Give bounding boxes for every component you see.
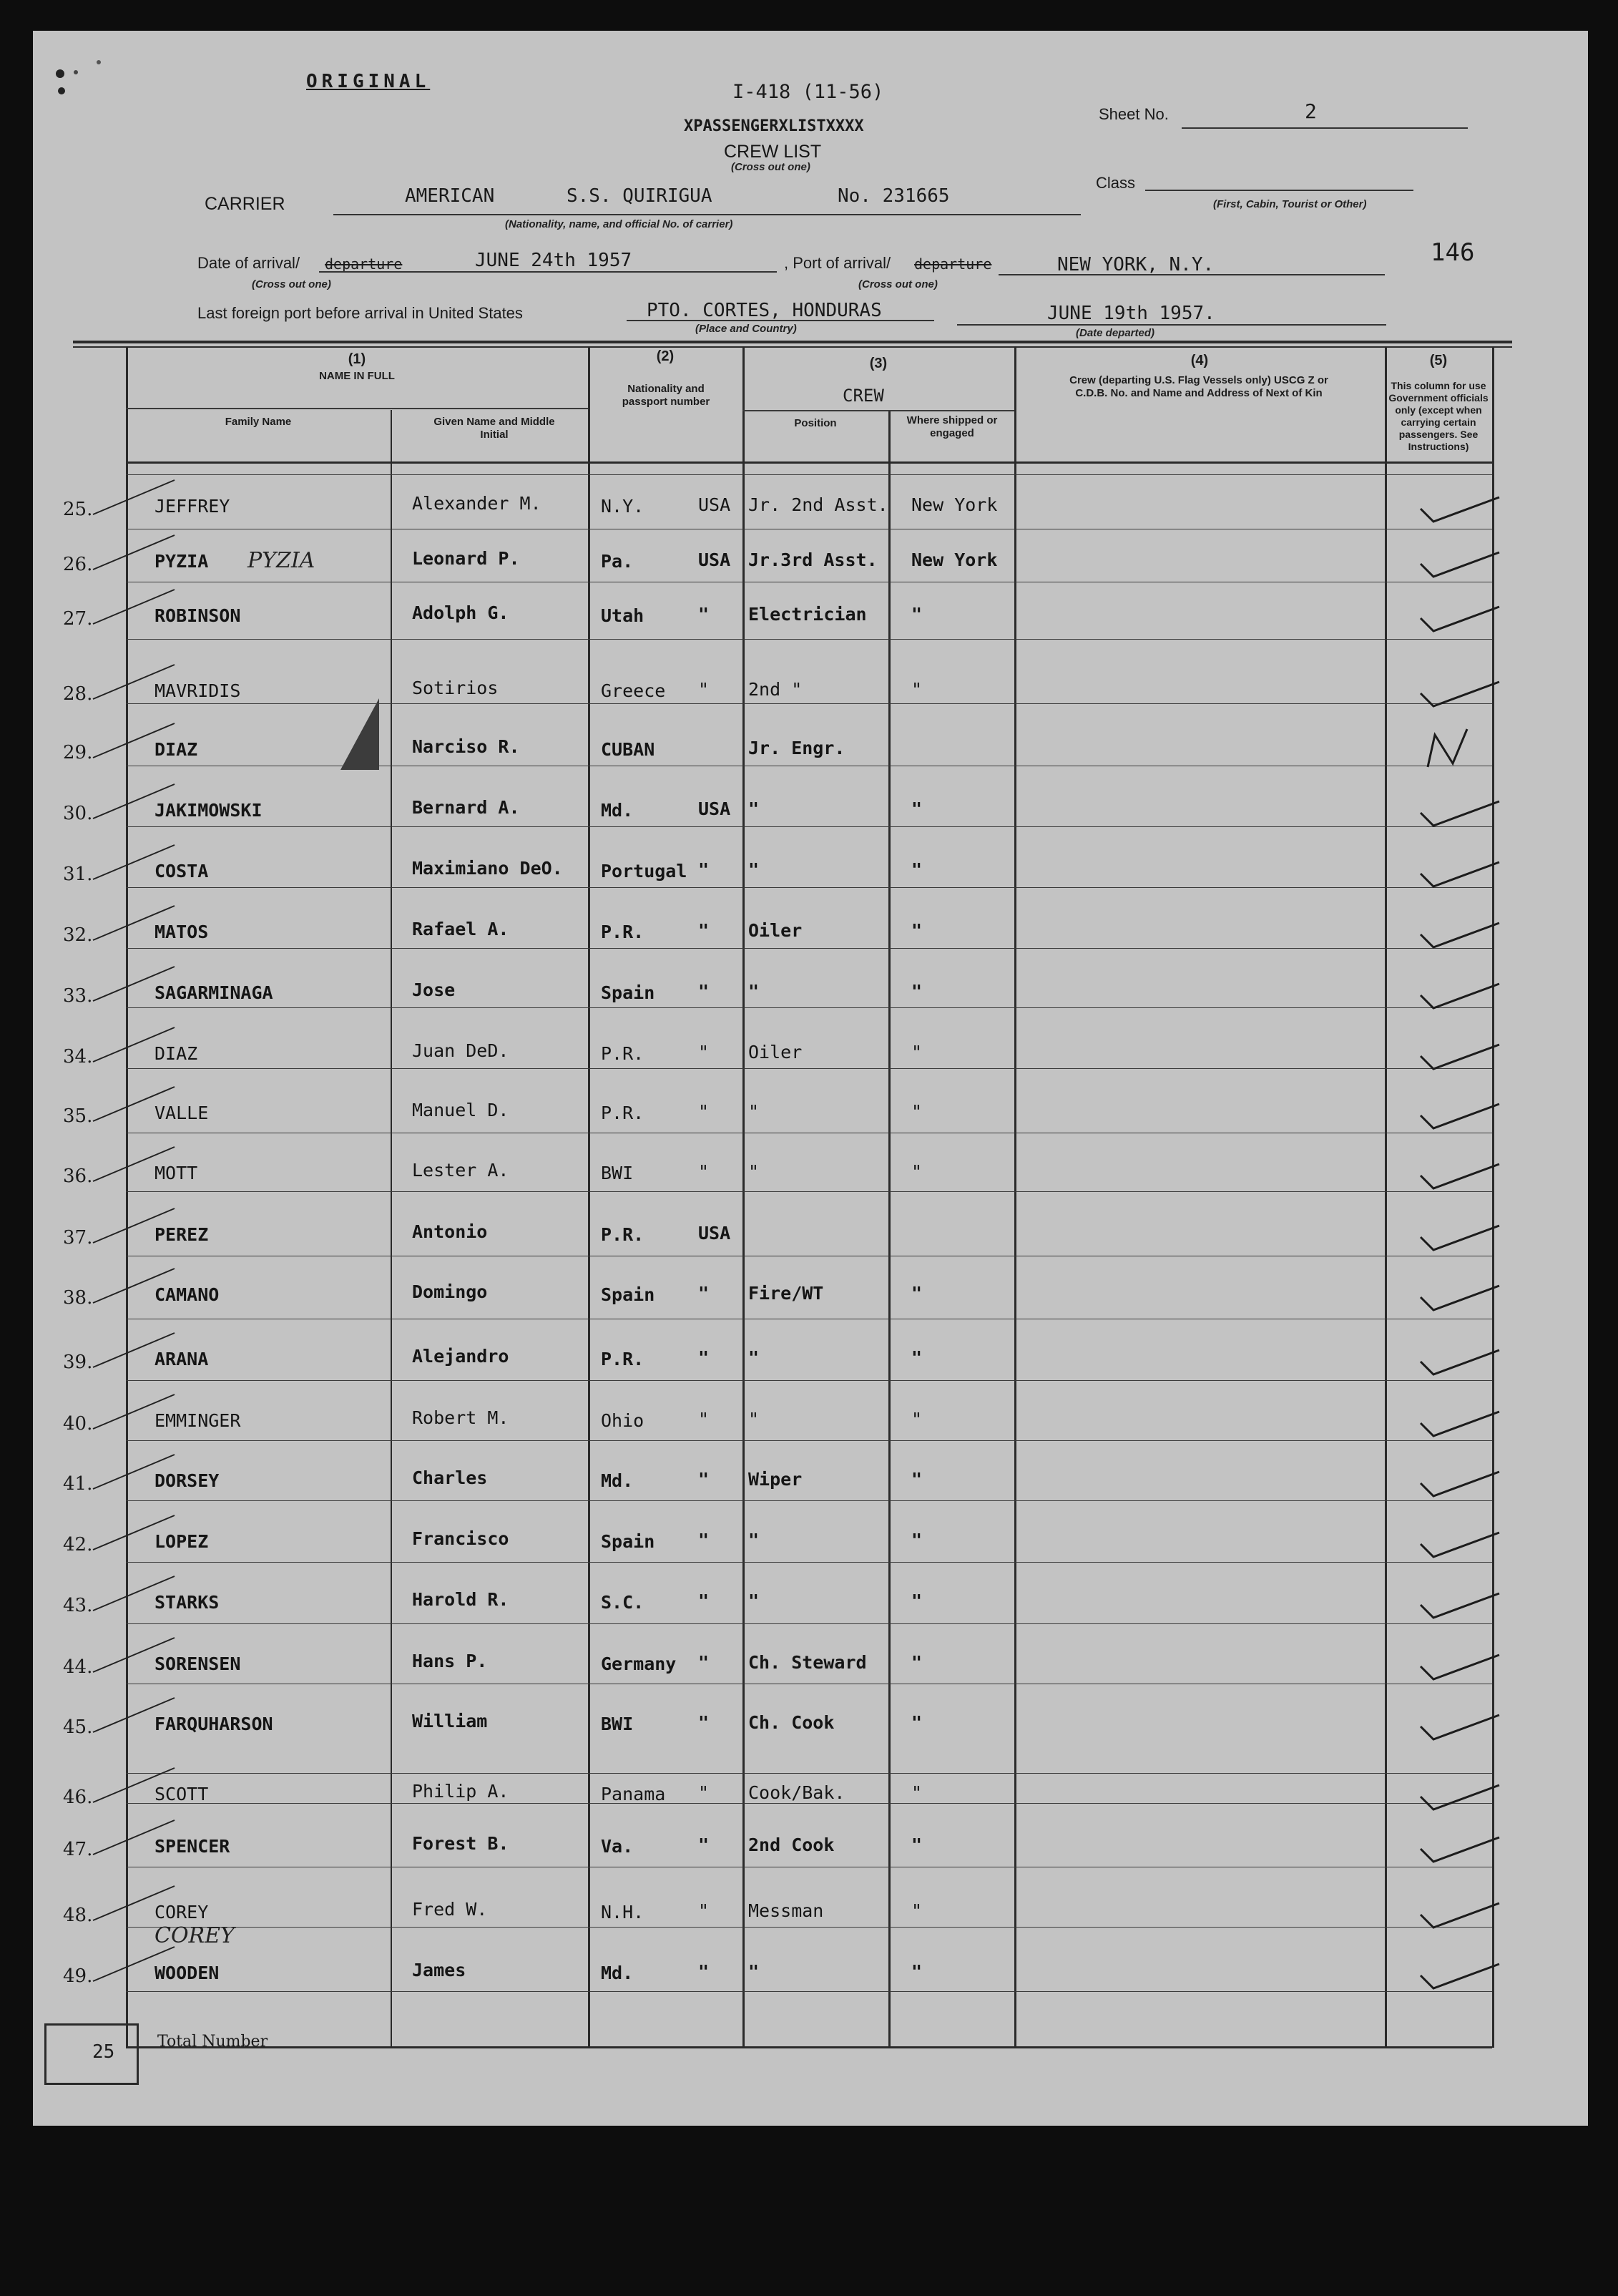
position-cell: ": [748, 1530, 760, 1550]
position-cell: Jr. 2nd Asst.: [748, 494, 888, 515]
row-number: 35.: [63, 1105, 93, 1127]
col1-title: NAME IN FULL: [319, 370, 395, 382]
given-name-cell: Fred W.: [412, 1899, 488, 1920]
nationality-cell: Spain: [601, 982, 655, 1003]
row-number: 26.: [63, 554, 93, 575]
where-shipped-cell: ": [911, 1652, 923, 1673]
passport-cell: ": [698, 1409, 710, 1430]
where-shipped-cell: ": [911, 981, 923, 1002]
row-number: 39.: [63, 1352, 93, 1373]
family-name-cell: SORENSEN: [155, 1653, 241, 1674]
where-shipped-cell: ": [911, 1283, 923, 1304]
where-shipped-cell: ": [911, 1591, 923, 1611]
passport-cell: ": [698, 1161, 710, 1182]
position-header: Position: [794, 417, 837, 429]
family-name-cell: DIAZ: [155, 739, 198, 760]
row-number: 43.: [63, 1595, 93, 1616]
nationality-cell: S.C.: [601, 1592, 644, 1613]
handwritten-correction: COREY: [155, 1923, 235, 1948]
nationality-cell: Ohio: [601, 1410, 644, 1431]
nationality-cell: Md.: [601, 800, 634, 821]
where-shipped-cell: ": [911, 1347, 923, 1368]
nationality-cell: Pa.: [601, 551, 634, 572]
family-name-cell: DORSEY: [155, 1470, 220, 1491]
position-cell: ": [748, 1101, 760, 1122]
cross-out-hint-3: (Cross out one): [858, 278, 938, 290]
col4-number: (4): [1190, 353, 1209, 368]
family-name-header: Family Name: [225, 416, 292, 428]
row-number: 34.: [63, 1046, 93, 1068]
where-shipped-cell: New York: [911, 494, 998, 515]
family-name-cell: MATOS: [155, 922, 209, 942]
position-cell: Oiler: [748, 1042, 803, 1062]
position-cell: ": [748, 798, 760, 819]
row-number: 33.: [63, 985, 93, 1007]
col1-number: (1): [348, 351, 366, 367]
where-shipped-cell: ": [911, 1961, 923, 1982]
where-shipped-cell: ": [911, 1042, 923, 1062]
row-number: 41.: [63, 1473, 93, 1495]
position-cell: ": [748, 1961, 760, 1982]
given-name-cell: Sotirios: [412, 678, 499, 698]
crew-header: CREW: [843, 386, 884, 406]
family-name-cell: FARQUHARSON: [155, 1714, 273, 1734]
row-number: 30.: [63, 803, 93, 824]
family-name-cell: COSTA: [155, 861, 209, 881]
position-cell: ": [748, 1409, 760, 1430]
class-hint: (First, Cabin, Tourist or Other): [1213, 198, 1367, 210]
where-shipped-cell: ": [911, 1530, 923, 1550]
position-cell: ": [748, 1591, 760, 1611]
given-name-cell: William: [412, 1711, 488, 1731]
original-stamp: ORIGINAL: [306, 71, 431, 92]
given-name-cell: Manuel D.: [412, 1100, 509, 1120]
family-name-cell: EMMINGER: [155, 1410, 241, 1431]
row-number: 27.: [63, 608, 93, 630]
row-number: 25.: [63, 499, 93, 520]
col2-number: (2): [656, 348, 675, 364]
nationality-cell: CUBAN: [601, 739, 655, 760]
given-name-cell: Harold R.: [412, 1589, 509, 1610]
row-number: 44.: [63, 1656, 93, 1678]
cross-out-hint-2: (Cross out one): [252, 278, 331, 290]
nationality-cell: Spain: [601, 1284, 655, 1305]
nationality-cell: Utah: [601, 605, 644, 626]
family-name-cell: WOODEN: [155, 1963, 220, 1983]
total-label: Total Number: [157, 2033, 268, 2051]
nationality-cell: P.R.: [601, 1349, 644, 1369]
family-name-cell: SPENCER: [155, 1836, 230, 1857]
family-name-cell: JAKIMOWSKI: [155, 800, 263, 821]
where-shipped-header: Where shipped or engaged: [906, 414, 998, 439]
passport-cell: ": [698, 1347, 710, 1368]
scan-speck-icon: [56, 69, 64, 78]
passenger-list-struck: XPASSENGERXLISTXXXX: [684, 117, 864, 135]
nationality-cell: BWI: [601, 1163, 634, 1183]
nationality-cell: Panama: [601, 1784, 666, 1804]
given-name-cell: Philip A.: [412, 1781, 509, 1802]
family-name-cell: DIAZ: [155, 1043, 198, 1064]
last-port-hint: (Place and Country): [695, 323, 797, 335]
position-cell: Jr. Engr.: [748, 738, 845, 758]
carrier-nationality: AMERICAN: [405, 185, 495, 207]
passport-cell: ": [698, 1712, 710, 1733]
where-shipped-cell: New York: [911, 549, 998, 570]
cross-out-hint-1: (Cross out one): [731, 161, 810, 173]
where-shipped-cell: ": [911, 604, 923, 625]
passport-cell: ": [698, 604, 710, 625]
position-cell: ": [748, 981, 760, 1002]
carrier-hint: (Nationality, name, and official No. of carrier): [505, 218, 733, 230]
passport-cell: ": [698, 981, 710, 1002]
given-name-cell: Domingo: [412, 1281, 488, 1302]
given-name-cell: Jose: [412, 980, 456, 1000]
position-cell: Wiper: [748, 1469, 803, 1490]
given-name-cell: Francisco: [412, 1528, 509, 1549]
position-cell: Messman: [748, 1900, 824, 1921]
date-arrival-value: JUNE 24th 1957: [475, 250, 632, 271]
family-name-cell: JEFFREY: [155, 496, 230, 517]
passport-cell: ": [698, 1835, 710, 1855]
where-shipped-cell: ": [911, 859, 923, 880]
passport-cell: ": [698, 679, 710, 700]
nationality-cell: P.R.: [601, 1043, 644, 1064]
given-name-cell: Rafael A.: [412, 919, 509, 939]
given-name-cell: Alexander M.: [412, 493, 541, 514]
row-number: 31.: [63, 864, 93, 885]
row-number: 46.: [63, 1787, 93, 1808]
family-name-cell: MAVRIDIS: [155, 680, 241, 701]
where-shipped-cell: ": [911, 1900, 923, 1921]
given-name-cell: Charles: [412, 1467, 488, 1488]
date-departed-value: JUNE 19th 1957.: [1047, 303, 1215, 324]
stamp-number: 146: [1431, 238, 1475, 267]
nationality-cell: P.R.: [601, 1103, 644, 1123]
row-number: 37.: [63, 1227, 93, 1249]
where-shipped-cell: ": [911, 679, 923, 700]
family-name-cell: LOPEZ: [155, 1531, 209, 1552]
nationality-cell: Md.: [601, 1963, 634, 1983]
given-name-header: Given Name and Middle Initial: [433, 416, 555, 441]
row-number: 36.: [63, 1166, 93, 1187]
passport-cell: ": [698, 1283, 710, 1304]
family-name-cell: SCOTT: [155, 1784, 209, 1804]
given-name-cell: Adolph G.: [412, 602, 509, 623]
given-name-cell: Bernard A.: [412, 797, 520, 818]
passport-cell: ": [698, 1530, 710, 1550]
given-name-cell: Robert M.: [412, 1407, 509, 1428]
family-name-cell: PEREZ: [155, 1224, 209, 1245]
row-number: 40.: [63, 1413, 93, 1435]
passport-cell: ": [698, 920, 710, 941]
family-name-cell: VALLE: [155, 1103, 209, 1123]
passport-cell: ": [698, 1042, 710, 1062]
port-arrival-value: NEW YORK, N.Y.: [1057, 254, 1215, 275]
passport-cell: USA: [698, 549, 731, 570]
ink-blot-icon: [340, 698, 379, 770]
total-value: 25: [92, 2041, 115, 2063]
family-name-cell: ROBINSON: [155, 605, 241, 626]
passport-cell: USA: [698, 1223, 731, 1244]
row-number: 45.: [63, 1716, 93, 1738]
nationality-cell: Greece: [601, 680, 666, 701]
sheet-number-label: Sheet No.: [1099, 105, 1169, 123]
where-shipped-cell: ": [911, 1469, 923, 1490]
passport-cell: ": [698, 1652, 710, 1673]
nationality-header: Nationality and passport number: [622, 383, 710, 408]
port-departure-struck: departure: [914, 255, 992, 273]
next-of-kin-header: Crew (departing U.S. Flag Vessels only) USCG Z or C.D.B. No. and Name and Address of Next of Kin: [1069, 374, 1328, 399]
passport-cell: ": [698, 859, 710, 880]
given-name-cell: Hans P.: [412, 1651, 488, 1671]
row-number: 32.: [63, 924, 93, 946]
family-name-cell: MOTT: [155, 1163, 198, 1183]
position-cell: 2nd Cook: [748, 1835, 835, 1855]
nationality-cell: Germany: [601, 1653, 677, 1674]
given-name-cell: Antonio: [412, 1221, 488, 1242]
position-cell: Fire/WT: [748, 1283, 824, 1304]
where-shipped-cell: ": [911, 1712, 923, 1733]
where-shipped-cell: ": [911, 798, 923, 819]
row-number: 29.: [63, 742, 93, 763]
position-cell: Jr.3rd Asst.: [748, 549, 878, 570]
given-name-cell: Forest B.: [412, 1833, 509, 1854]
given-name-cell: Juan DeD.: [412, 1040, 509, 1061]
where-shipped-cell: ": [911, 1101, 923, 1122]
row-number: 47.: [63, 1839, 93, 1860]
sheet-number-value: 2: [1305, 99, 1317, 123]
given-name-cell: Narciso R.: [412, 736, 520, 757]
nationality-cell: Va.: [601, 1836, 634, 1857]
where-shipped-cell: ": [911, 1782, 923, 1803]
nationality-cell: P.R.: [601, 922, 644, 942]
passport-cell: USA: [698, 798, 731, 819]
passport-cell: ": [698, 1591, 710, 1611]
position-cell: Cook/Bak.: [748, 1782, 845, 1803]
row-number: 42.: [63, 1534, 93, 1555]
form-number: I-418 (11-56): [732, 81, 884, 103]
col3-number: (3): [869, 356, 888, 371]
nationality-cell: N.H.: [601, 1902, 644, 1923]
row-number: 48.: [63, 1905, 93, 1926]
position-cell: ": [748, 1161, 760, 1182]
date-arrival-label: Date of arrival/: [197, 254, 300, 272]
last-port-value: PTO. CORTES, HONDURAS: [647, 300, 882, 321]
nationality-cell: Portugal: [601, 861, 687, 881]
government-use-header: This column for use Government officials only (except when carrying certain passengers. See Instructions): [1388, 380, 1489, 452]
family-name-cell: COREY: [155, 1902, 209, 1923]
family-name-cell: SAGARMINAGA: [155, 982, 273, 1003]
where-shipped-cell: ": [911, 1161, 923, 1182]
given-name-cell: Maximiano DeO.: [412, 858, 563, 879]
crew-list-sheet: [33, 31, 1588, 2126]
given-name-cell: Lester A.: [412, 1160, 509, 1181]
passport-cell: ": [698, 1961, 710, 1982]
where-shipped-cell: ": [911, 1835, 923, 1855]
position-cell: Ch. Steward: [748, 1652, 867, 1673]
scan-marks: [33, 31, 1588, 2126]
nationality-cell: N.Y.: [601, 496, 644, 517]
row-number: 49.: [63, 1965, 93, 1987]
col5-number: (5): [1429, 353, 1448, 368]
row-number: 38.: [63, 1287, 93, 1309]
carrier-number: No. 231665: [838, 185, 950, 207]
passport-cell: ": [698, 1101, 710, 1122]
position-cell: ": [748, 1347, 760, 1368]
passport-cell: ": [698, 1782, 710, 1803]
date-departed-hint: (Date departed): [1076, 327, 1155, 339]
nationality-cell: BWI: [601, 1714, 634, 1734]
port-label: , Port of arrival/: [784, 254, 891, 272]
class-label: Class: [1096, 174, 1136, 192]
nationality-cell: Md.: [601, 1470, 634, 1491]
date-departure-struck: departure: [325, 255, 403, 273]
nationality-cell: P.R.: [601, 1224, 644, 1245]
given-name-cell: James: [412, 1960, 466, 1980]
carrier-label: CARRIER: [205, 194, 285, 214]
family-name-cell: ARANA: [155, 1349, 209, 1369]
crew-list-title: CREW LIST: [724, 142, 822, 162]
nationality-cell: Spain: [601, 1531, 655, 1552]
where-shipped-cell: ": [911, 1409, 923, 1430]
family-name-cell: PYZIA: [155, 551, 209, 572]
position-cell: Oiler: [748, 920, 803, 941]
family-name-cell: CAMANO: [155, 1284, 220, 1305]
position-cell: Ch. Cook: [748, 1712, 835, 1733]
position-cell: 2nd ": [748, 679, 803, 700]
where-shipped-cell: ": [911, 920, 923, 941]
passport-cell: USA: [698, 494, 731, 515]
carrier-name: S.S. QUIRIGUA: [567, 185, 712, 207]
position-cell: Electrician: [748, 604, 867, 625]
passport-cell: ": [698, 1469, 710, 1490]
passport-cell: ": [698, 1900, 710, 1921]
row-number: 28.: [63, 683, 93, 705]
last-port-label: Last foreign port before arrival in United States: [197, 304, 523, 322]
given-name-cell: Alejandro: [412, 1346, 509, 1367]
given-name-cell: Leonard P.: [412, 548, 520, 569]
family-name-cell: STARKS: [155, 1592, 220, 1613]
position-cell: ": [748, 859, 760, 880]
handwritten-correction: PYZIA: [247, 548, 315, 573]
